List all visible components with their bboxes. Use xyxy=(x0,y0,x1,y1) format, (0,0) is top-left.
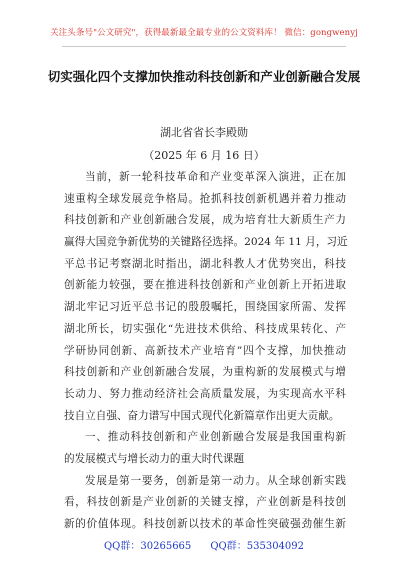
header-divider xyxy=(62,46,346,47)
body-text-line: 学研协同创新、高新技术产业培育”四个支撑，加快推动 xyxy=(64,344,346,357)
body-text-line: 长动力、努力推动经济社会高质量发展，为实现高水平科 xyxy=(64,387,346,400)
body-text-line: 科技创新和产业创新融合发展，为重构新的发展模式与增 xyxy=(64,366,346,379)
body-text-line: 一、推动科技创新和产业创新融合发展是我国重构新 xyxy=(85,431,346,444)
body-text-line: 湖北牢记习近平总书记的殷殷嘱托，围绕国家所需、发挥 xyxy=(64,301,346,314)
body-text-line: 当前，新一轮科技革命和产业变革深入演进，正在加 xyxy=(85,171,346,183)
document-title: 切实强化四个支撑加快推动科技创新和产业创新融合发展 xyxy=(47,69,361,84)
document-body xyxy=(64,167,346,536)
footer-contacts: QQ群：30265665 QQ群：535304092 xyxy=(103,541,305,552)
body-text-line: 平总书记考察湖北时指出，湖北科教人才优势突出，科技 xyxy=(64,257,346,270)
body-text-line: 创新能力较强，要在推进科技创新和产业创新上开拓进取 xyxy=(64,279,346,292)
body-text-line: 技自立自强、奋力谱写中国式现代化新篇章作出更大贡献。 xyxy=(64,409,340,422)
body-text-line: 科技创新和产业创新融合发展，成为培育壮大新质生产力 xyxy=(64,214,346,227)
body-text-line: 的发展模式与增长动力的重大时代课题 xyxy=(64,452,245,465)
author-line: 湖北省省长李殿勋 xyxy=(160,126,248,139)
body-text-line: 看，科技创新是产业创新的关键支撑，产业创新是科技创 xyxy=(64,496,346,509)
body-text-line: 速重构全球发展竞争格局。抢抓科技创新机遇并着力推动 xyxy=(64,192,346,205)
body-text-line: 湖北所长，切实强化“先进技术供给、科技成果转化、产 xyxy=(64,322,346,335)
header-banner: 关注头条号"公文研究"，获得最新最全最专业的公文资料库！ 微信：gongwenyj xyxy=(50,28,358,38)
body-text-line: 赢得大国竞争新优势的关键路径选择。2024 年 11 月，习近 xyxy=(64,236,348,249)
body-text-line: 发展是第一要务，创新是第一动力。从全球创新实践 xyxy=(85,474,346,487)
date-line: （2025 年 6 月 16 日） xyxy=(143,149,265,162)
body-text-line: 新的价值体现。科技创新以技术的革命性突破强劲催生新 xyxy=(64,518,346,530)
